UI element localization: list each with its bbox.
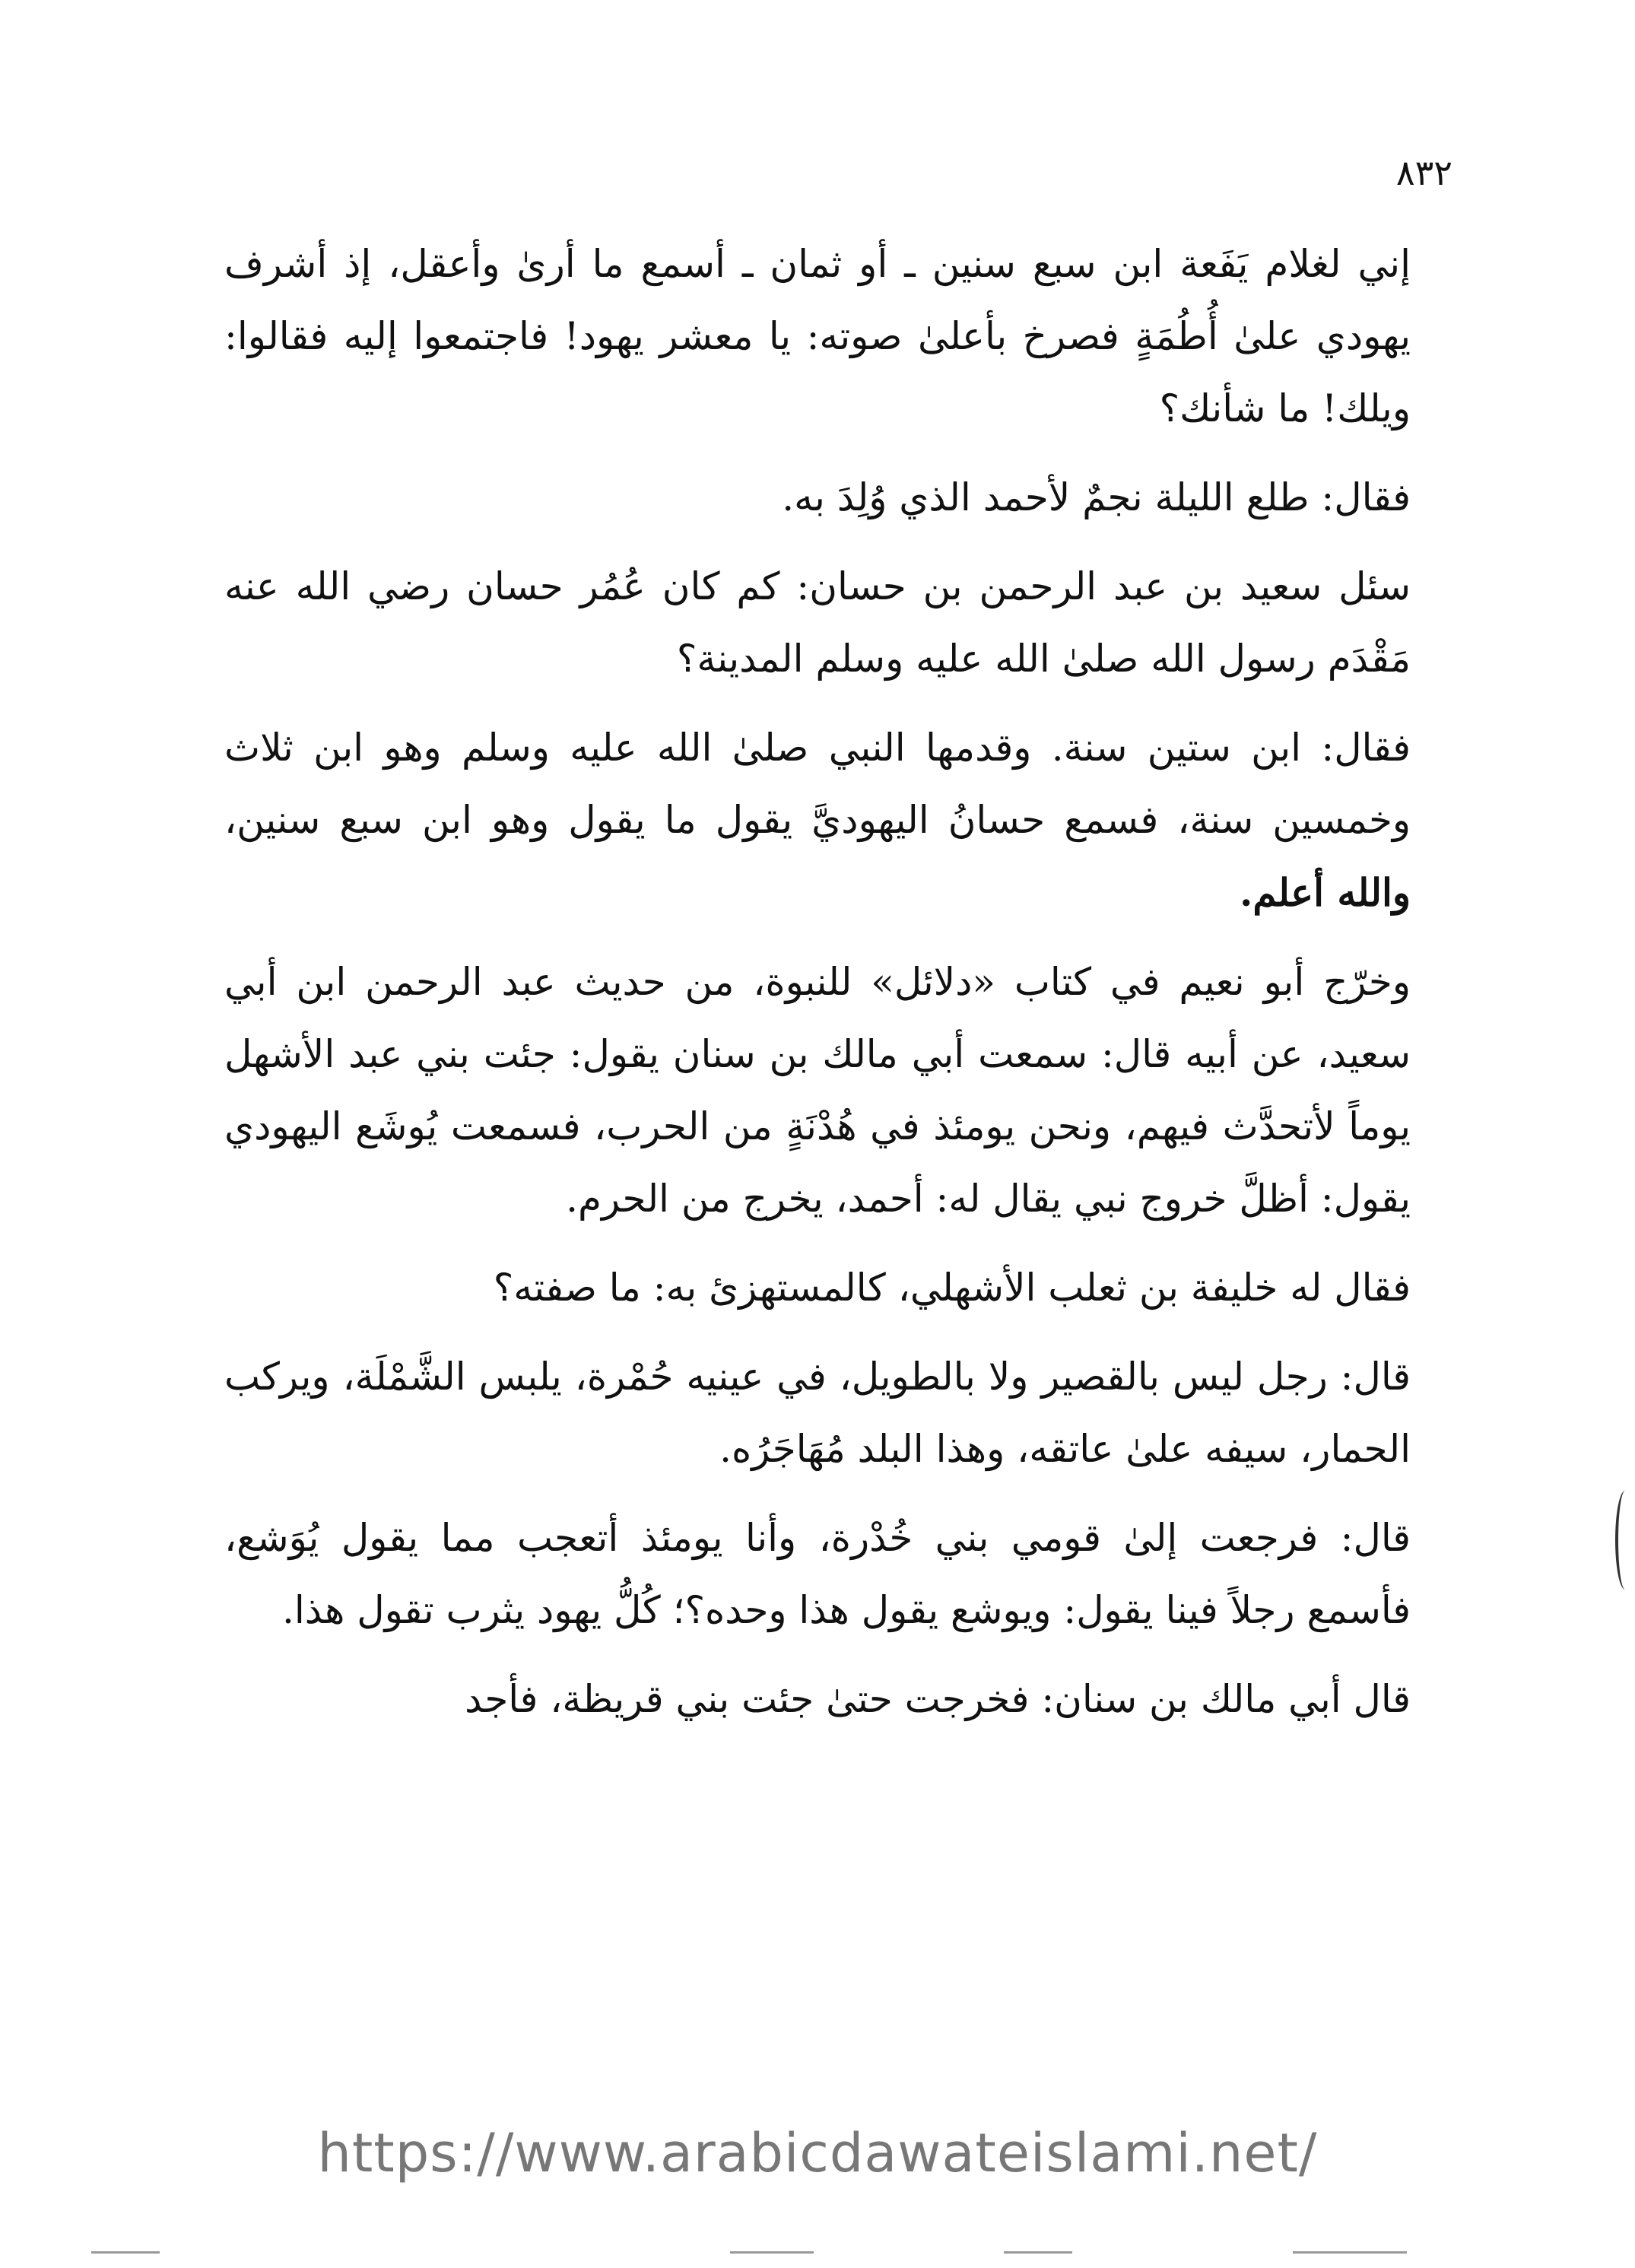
- bottom-divider: [730, 2251, 814, 2254]
- paragraph-8: قال: فرجعت إلىٰ قومي بني خُدْرة، وأنا يومئذ أتعجب مما يقول يُوَشع، فأسمع رجلاً فينا يقول: ويوشع يقول هذا وحده؟؛ كُلُّ يهود يثرب تقول هذا.: [224, 1516, 1411, 1632]
- paragraph-9: قال أبي مالك بن سنان: فخرجت حتىٰ جئت بني قريظة، فأجد: [465, 1677, 1411, 1721]
- paragraph-6: فقال له خليفة بن ثعلب الأشهلي، كالمستهزئ به: ما صفته؟: [493, 1266, 1411, 1310]
- body-text: [224, 228, 1411, 1752]
- watermark-url[interactable]: https://www.arabicdawateislami.net/: [317, 2122, 1318, 2184]
- paragraph-4: [224, 712, 1411, 929]
- paragraph-3: سئل سعيد بن عبد الرحمن بن حسان: كم كان عُمُر حسان رضي الله عنه مَقْدَم رسول الله صلىٰ الله عليه وسلم المدينة؟: [224, 564, 1411, 681]
- binding-edge-mark: [1615, 1491, 1635, 1590]
- paragraph-2: فقال: طلع الليلة نجمٌ لأحمد الذي وُلِدَ به.: [782, 475, 1411, 519]
- bottom-divider: [1004, 2251, 1072, 2254]
- paragraph-7: قال: رجل ليس بالقصير ولا بالطويل، في عينيه حُمْرة، يلبس الشَّمْلَة، ويركب الحمار، سيفه علىٰ عاتقه، وهذا البلد مُهَاجَرُه.: [224, 1355, 1411, 1471]
- page-number: ٨٣٢: [1395, 152, 1452, 193]
- paragraph-1: إني لغلام يَفَعة ابن سبع سنين ـ أو ثمان ـ أسمع ما أرىٰ وأعقل، إذ أشرف يهودي علىٰ أُطُمَةٍ فصرخ بأعلىٰ صوته: يا معشر يهود! فاجتمعوا إليه فقالوا: ويلك! ما شأنك؟: [224, 242, 1411, 430]
- bottom-divider: [91, 2251, 160, 2254]
- paragraph-5: وخرّج أبو نعيم في كتاب «دلائل» للنبوة، من حديث عبد الرحمن ابن أبي سعيد، عن أبيه قال: سمعت أبي مالك بن سنان يقول: جئت بني عبد الأشهل يوماً لأتحدَّث فيهم، ونحن يومئذ في هُدْنَةٍ من الحرب، فسمعت يُوشَع اليهودي يقول: أظلَّ خروج نبي يقال له: أحمد، يخرج من الحرم.: [224, 960, 1411, 1221]
- bottom-divider: [1293, 2251, 1407, 2254]
- paragraph-4-text: فقال: ابن ستين سنة. وقدمها النبي صلىٰ الله عليه وسلم وهو ابن ثلاث وخمسين سنة، فسمع حسانُ اليهوديَّ يقول ما يقول وهو ابن سبع سنين،: [224, 726, 1411, 842]
- bold-phrase: والله أعلم.: [1240, 870, 1411, 915]
